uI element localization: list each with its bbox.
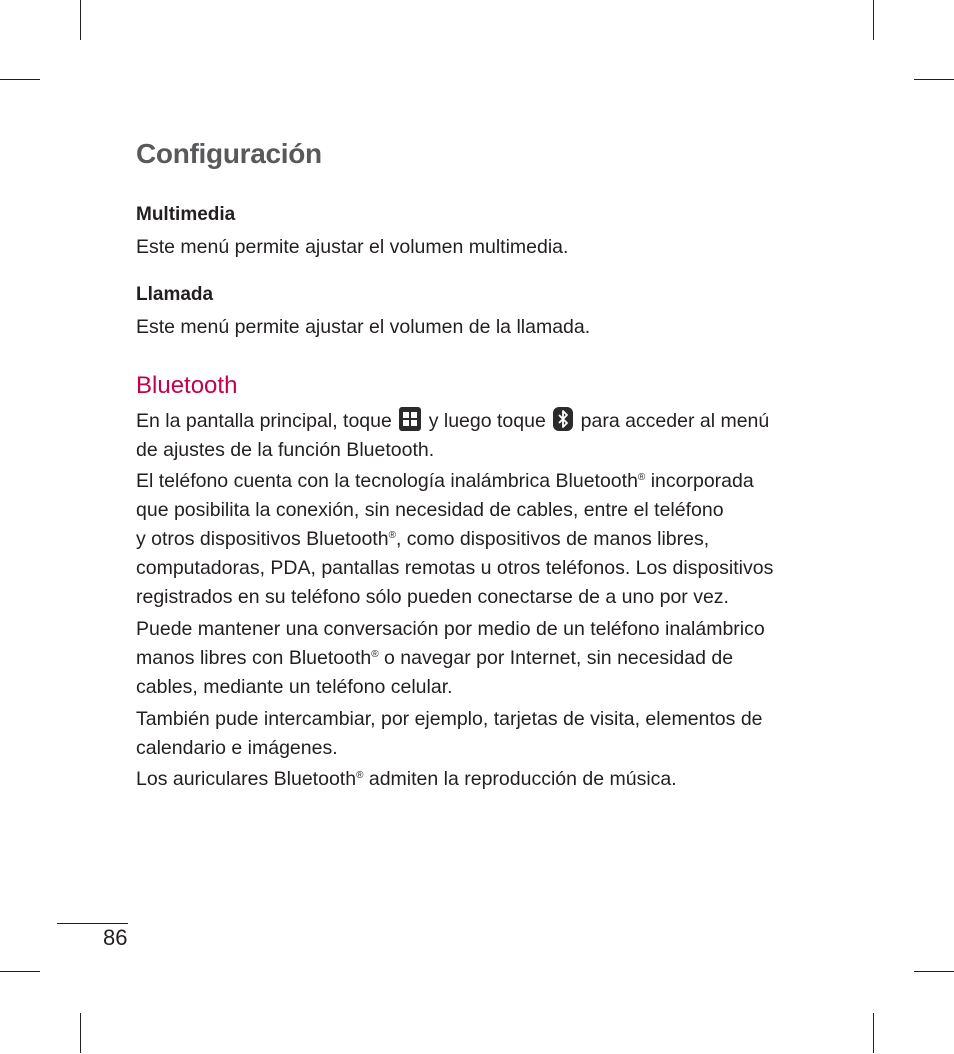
- text-segment: Los auriculares Bluetooth: [136, 768, 357, 790]
- bluetooth-intro-line2: de ajustes de la función Bluetooth.: [136, 439, 435, 461]
- paragraph-line: cables, mediante un teléfono celular.: [136, 676, 453, 698]
- bluetooth-intro-line: [136, 407, 826, 436]
- paragraph-line: [136, 765, 826, 794]
- paragraph-line: calendario e imágenes.: [136, 737, 338, 759]
- registered-mark: ®: [356, 770, 364, 781]
- apps-grid-icon: [399, 407, 421, 431]
- page-number-rule: [57, 923, 128, 924]
- bluetooth-icon: [553, 407, 573, 431]
- paragraph-line: [136, 644, 826, 673]
- paragraph-line: computadoras, PDA, pantallas remotas u otros teléfonos. Los dispositivos: [136, 557, 774, 579]
- crop-mark: [80, 1013, 81, 1053]
- paragraph-line: [136, 467, 826, 496]
- intro-text-part1: En la pantalla principal, toque: [136, 410, 392, 432]
- registered-mark: ®: [371, 649, 379, 660]
- section-heading-multimedia: Multimedia: [136, 204, 236, 225]
- text-segment: manos libres con Bluetooth: [136, 647, 372, 669]
- crop-mark: [873, 0, 874, 40]
- text-segment: y otros dispositivos Bluetooth: [136, 528, 389, 550]
- registered-mark: ®: [388, 530, 396, 541]
- section-heading-llamada: Llamada: [136, 284, 214, 305]
- section-heading-bluetooth: Bluetooth: [136, 372, 238, 399]
- crop-mark: [914, 971, 954, 972]
- registered-mark: ®: [637, 472, 646, 483]
- text-segment: , como dispositivos de manos libres,: [395, 528, 710, 550]
- crop-mark: [0, 79, 40, 80]
- paragraph-line: [136, 525, 826, 554]
- llamada-text: Este menú permite ajustar el volumen de la llamada.: [136, 316, 591, 338]
- paragraph-line: que posibilita la conexión, sin necesidad de cables, entre el teléfono: [136, 499, 724, 521]
- crop-mark: [914, 79, 954, 80]
- paragraph-line: Puede mantener una conversación por medio de un teléfono inalámbrico: [136, 618, 765, 640]
- page-title: Configuración: [136, 138, 322, 169]
- multimedia-text: Este menú permite ajustar el volumen multimedia.: [136, 236, 569, 258]
- page-number: 86: [103, 925, 128, 950]
- intro-text-part2: y luego toque: [428, 410, 546, 432]
- text-segment: incorporada: [645, 470, 754, 492]
- crop-mark: [873, 1013, 874, 1053]
- crop-mark: [0, 971, 40, 972]
- paragraph-line: También pude intercambiar, por ejemplo, tarjetas de visita, elementos de: [136, 708, 763, 730]
- paragraph-line: registrados en su teléfono sólo pueden conectarse de a uno por vez.: [136, 586, 729, 608]
- text-segment: El teléfono cuenta con la tecnología inalámbrica Bluetooth: [136, 470, 638, 492]
- text-segment: admiten la reproducción de música.: [363, 768, 677, 790]
- crop-mark: [80, 0, 81, 40]
- text-segment: o navegar por Internet, sin necesidad de: [378, 647, 734, 669]
- intro-text-part3: para acceder al menú: [580, 410, 770, 432]
